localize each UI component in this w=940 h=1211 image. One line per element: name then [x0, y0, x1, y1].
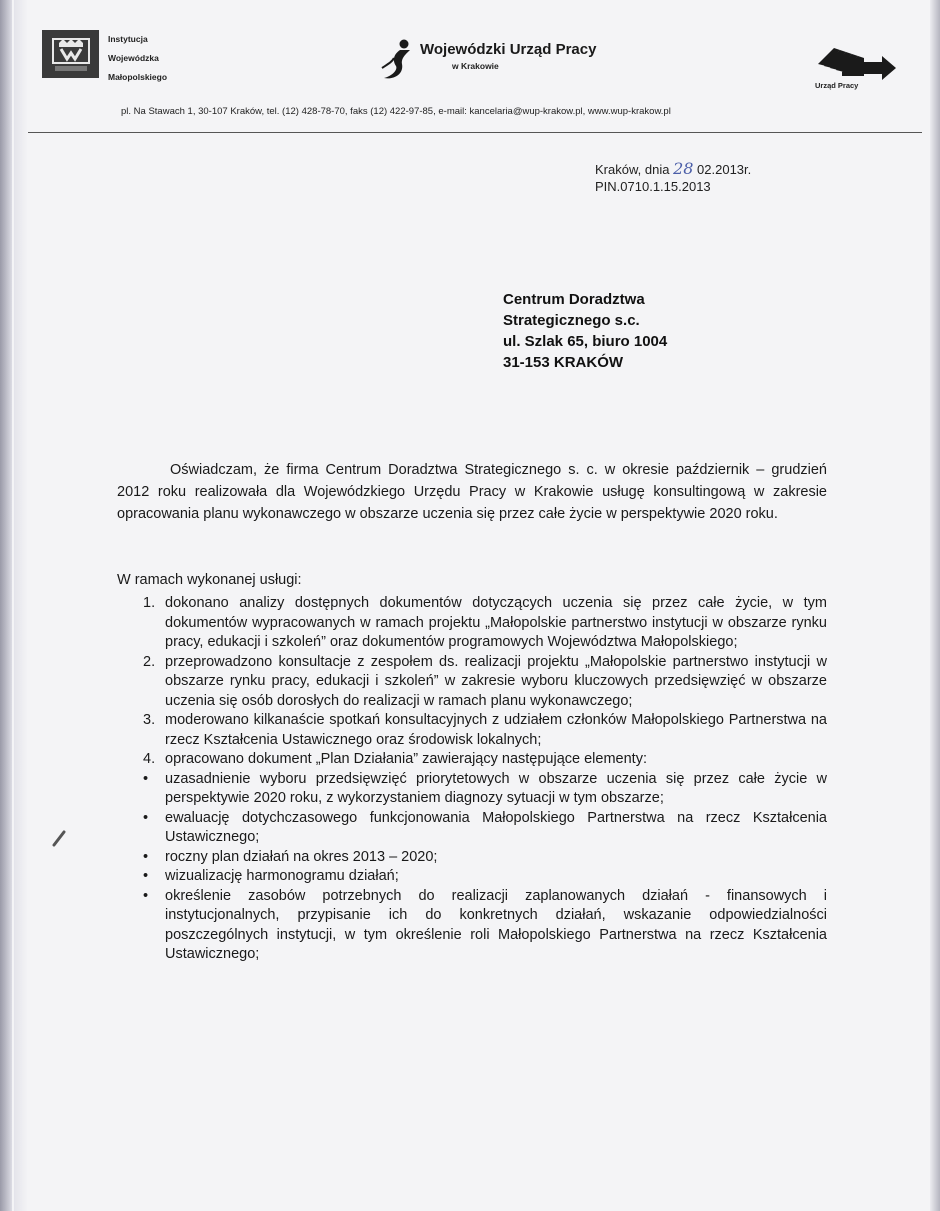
institution-line: Małopolskiego [108, 72, 168, 82]
institution-line: Wojewódzka [108, 53, 159, 63]
urzad-pracy-label: Urząd Pracy [815, 81, 859, 90]
item-text: moderowano kilkanaście spotkań konsultacyjnych z udziałem członków Małopolskiego Partnerstwa na rzecz Kształcenia Ustawicznego oraz środowisk lokalnych; [165, 712, 827, 748]
item-number: 3. [143, 712, 156, 728]
item-text: określenie zasobów potrzebnych do realizacji zaplanowanych działań - finansowych i instytucjonalnych, przypisanie ich do konkretnych działań, wskazanie odpowiedzialności poszczególnych instytucji, w tym określenie roli Małopolskiego Partnerstwa na rzecz Kształcenia Ustawicznego; [165, 887, 827, 962]
reference-number: PIN.0710.1.15.2013 [595, 179, 711, 194]
item-text: uzasadnienie wyboru przedsięwzięć priorytetowych w obszarze uczenia się przez całe życie w perspektywie 2020 roku, z wykorzystaniem diagnozy sytuacji w tym obszarze; [165, 770, 827, 806]
item-text: ewaluację dotychczasowego funkcjonowania Małopolskiego Partnerstwa na rzecz Kształcenia Ustawicznego; [165, 809, 827, 845]
item-number: 1. [143, 595, 156, 611]
bullet-item [117, 809, 827, 848]
numbered-item [117, 711, 827, 750]
date-suffix: 02.2013r. [697, 162, 752, 177]
bullet-item [117, 848, 827, 868]
urzad-pracy-arrow-logo-icon [812, 42, 898, 82]
intro-paragraph [117, 459, 827, 525]
item-text: dokonano analizy dostępnych dokumentów dotyczących uczenia się przez całe życie, w tym dokumentów wypracowanych w ramach projektu „Małopolskie partnerstwo instytucji w obszarze rynku pracy, edukacji i szkoleń” oraz dokumentów programowych Województwa Małopolskiego; [165, 595, 827, 650]
item-text: opracowano dokument „Plan Działania” zawierający następujące elementy: [165, 751, 647, 767]
item-text: przeprowadzono konsultacje z zespołem ds. realizacji projektu „Małopolskie partnerstwo instytucji w obszarze rynku pracy, edukacji i szkoleń” w zakresie wyboru kluczowych przedsięwzięć w obszarze uczenia się osób dorosłych do realizacji w ramach planu wykonawczego; [165, 653, 827, 709]
item-number: 4. [143, 751, 156, 767]
bullet-icon: • [143, 809, 149, 826]
intro-text: Oświadczam, że firma Centrum Doradztwa Strategicznego s. c. w okresie październik – grudzień 2012 roku realizowała dla Wojewódzkiego Urzędu Pracy w Krakowie usługę konsultingową w zakresie opracowania planu wykonawczego w obszarze uczenia się przez całe życie w perspektywie 2020 roku. [117, 462, 827, 522]
services-heading: W ramach wykonanej usługi: [117, 572, 302, 588]
item-number: 2. [143, 653, 156, 670]
page-edge [0, 0, 12, 1211]
numbered-item [117, 750, 827, 770]
wup-subtitle: w Krakowie [452, 61, 499, 71]
recipient-line: 31-153 KRAKÓW [503, 354, 624, 371]
wup-title: Wojewódzki Urząd Pracy [420, 41, 597, 58]
bullet-icon: • [143, 770, 149, 787]
recipient-line: Centrum Doradztwa [503, 291, 645, 308]
wup-figure-logo-icon [380, 38, 416, 82]
crown-eagle-icon [51, 35, 91, 73]
contact-address: pl. Na Stawach 1, 30-107 Kraków, tel. (12) 428-78-70, faks (12) 422-97-85, e-mail: kancelaria@wup-krakow.pl, www.wup-krakow.pl [121, 106, 671, 117]
bullet-item [117, 867, 827, 887]
bullet-icon: • [143, 868, 149, 884]
pencil-stroke-mark [50, 828, 72, 848]
numbered-item [117, 594, 827, 653]
recipient-line: Strategicznego s.c. [503, 312, 640, 329]
bullet-item [117, 770, 827, 809]
bullet-icon: • [143, 887, 149, 904]
header-divider [28, 132, 922, 133]
services-list [117, 594, 827, 965]
bullet-icon: • [143, 848, 149, 865]
institution-line: Instytucja [108, 34, 148, 44]
date-line [595, 160, 751, 178]
recipient-address [503, 289, 667, 373]
numbered-item [117, 653, 827, 712]
item-text: wizualizację harmonogramu działań; [165, 868, 399, 884]
handwritten-day: 28 [673, 159, 694, 178]
paper-fold-shadow [14, 0, 28, 1211]
bullet-item [117, 887, 827, 965]
page-edge [930, 0, 940, 1211]
recipient-line: ul. Szlak 65, biuro 1004 [503, 333, 668, 350]
item-text: roczny plan działań na okres 2013 – 2020; [165, 848, 438, 865]
institution-name [108, 30, 167, 87]
date-block [595, 160, 751, 195]
date-prefix: Kraków, dnia [595, 162, 670, 177]
malopolska-logo [42, 30, 99, 78]
